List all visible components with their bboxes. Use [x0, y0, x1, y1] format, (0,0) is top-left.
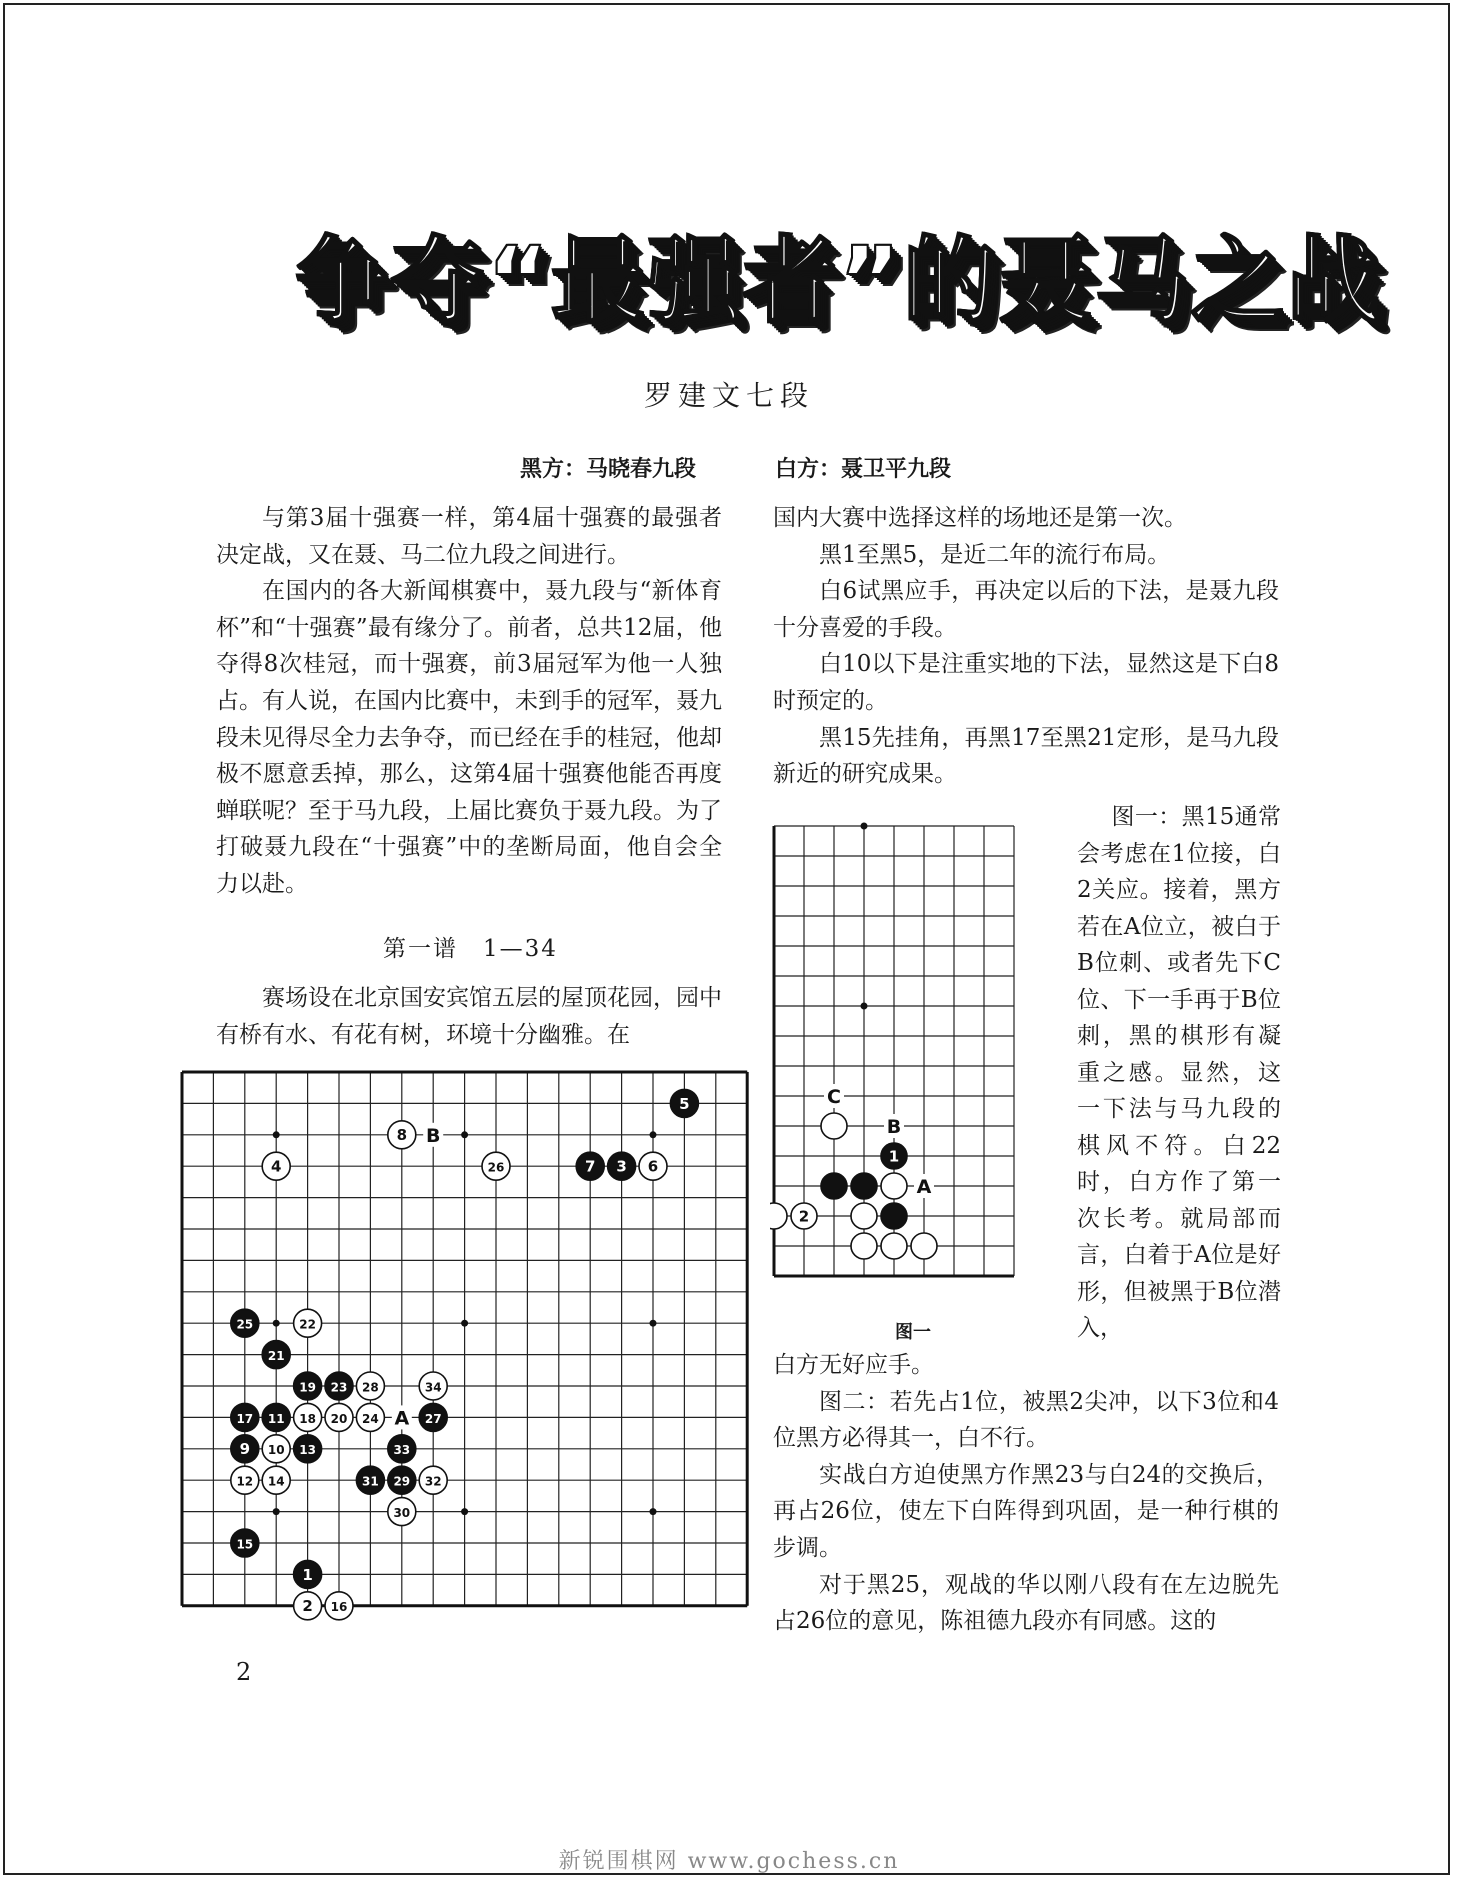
stone-move-number: 27 — [424, 1411, 442, 1426]
stone-move-number: 1 — [302, 1565, 313, 1584]
star-point — [461, 1508, 468, 1515]
article-title: 争夺“最强者”的聂马之战 — [295, 227, 1383, 336]
stone-move-number: 29 — [393, 1474, 411, 1489]
stone-move-number: 16 — [330, 1600, 348, 1615]
white-player-label: 白方：聂卫平九段 — [775, 457, 952, 482]
black-player-label: 黑方：马晓春九段 — [520, 457, 697, 482]
stone-move-number: 23 — [330, 1380, 348, 1395]
stone-move-number: 12 — [236, 1474, 254, 1489]
star-point — [861, 823, 868, 830]
right-bottom-paragraph-1: 白方无好应手。 — [773, 1352, 934, 1378]
star-point — [650, 1508, 657, 1515]
figure-1-note-text: 图一：黑15通常会考虑在1位接，白2关应。接着，黑方若在A位立，被白于B位刺、或者先下C位、下一手再于B位刺，黑的棋形有凝重之感。显然，这一下法与马九段的棋风不符。白22时，白方作了第一次长考。就局部而言，白着于A位是好形，但被黑于B位潜入， — [1077, 804, 1281, 1341]
star-point — [861, 1003, 868, 1010]
stone-move-number: 6 — [647, 1157, 659, 1176]
board-mark-label: C — [827, 1086, 841, 1108]
figure-1-note — [1077, 799, 1281, 1347]
stone-move-number: 14 — [267, 1474, 285, 1489]
star-point — [273, 1131, 280, 1138]
white-stone — [881, 1173, 907, 1199]
stone-move-number: 8 — [396, 1126, 408, 1145]
right-bottom-paragraph-4: 对于黑25，观战的华以刚八段有在左边脱先占26位的意见，陈祖德九段亦有同感。这的 — [773, 1571, 1279, 1635]
board-mark-label: B — [886, 1116, 902, 1138]
stone-move-number: 5 — [679, 1094, 690, 1113]
stone-move-number: 34 — [424, 1380, 442, 1395]
board-mark-label: A — [394, 1407, 410, 1430]
stone-move-number: 7 — [584, 1157, 596, 1176]
main-go-board — [178, 1068, 756, 1636]
stone-move-number: 26 — [487, 1160, 505, 1175]
stone-move-number: 17 — [236, 1411, 254, 1426]
black-stone — [821, 1173, 847, 1199]
white-stone — [851, 1203, 877, 1229]
figure-1-caption: 图一 — [895, 1322, 931, 1343]
right-bottom-column — [773, 1347, 1279, 1640]
black-stone — [881, 1203, 907, 1229]
star-point — [650, 1131, 657, 1138]
right-top-column — [773, 500, 1279, 793]
right-bottom-paragraph-2: 图二：若先占1位，被黑2尖冲，以下3位和4位黑方必得其一，白不行。 — [773, 1388, 1279, 1452]
right-bottom-paragraph-3: 实战白方迫使黑方作黑23与白24的交换后，再占26位，使左下白阵得到巩固，是一种行棋的步调。 — [773, 1461, 1279, 1561]
stone-move-number: 28 — [362, 1380, 379, 1395]
stone-move-number: 18 — [299, 1411, 316, 1426]
stone-move-number: 21 — [267, 1349, 285, 1363]
board-mark-label: B — [425, 1124, 441, 1147]
left-after-column — [216, 980, 722, 1053]
board-mark-label: A — [916, 1176, 932, 1198]
stone-move-number: 3 — [616, 1157, 627, 1176]
stone-move-number: 20 — [330, 1411, 348, 1426]
star-point — [273, 1320, 280, 1327]
left-intro-column — [216, 500, 722, 903]
stone-move-number: 10 — [267, 1443, 285, 1458]
stone-move-number: 15 — [236, 1537, 254, 1552]
star-point — [461, 1131, 468, 1138]
figure-1-go-board — [770, 822, 1070, 1312]
right-paragraph-2: 黑1至黑5，是近二年的流行布局。 — [819, 541, 1171, 568]
intro-paragraph-2: 在国内的各大新闻棋赛中，聂九段与“新体育杯”和“十强赛”最有缘分了。前者，总共12届，他夺得8次桂冠，而十强赛，前3届冠军为他一人独占。有人说，在国内比赛中，未到手的冠军，聂九段未见得尽全力去争夺，而已经在手的桂冠，他却极不愿意丢掉，那么，这第4届十强赛他能否再度蝉联呢？至于马九段，上届比赛负于聂九段。为了打破聂九段在“十强赛”中的垄断局面，他自会全力以赴。 — [216, 578, 722, 897]
white-stone — [881, 1233, 907, 1259]
stone-move-number: 11 — [267, 1411, 285, 1426]
right-paragraph-3: 白6试黑应手，再决定以后的下法，是聂九段十分喜爱的手段。 — [773, 578, 1279, 641]
stone-move-number: 9 — [239, 1440, 251, 1459]
stone-move-number: 1 — [888, 1147, 900, 1166]
white-stone — [770, 1203, 787, 1229]
stone-move-number: 13 — [299, 1443, 316, 1458]
stone-move-number: 31 — [362, 1474, 379, 1489]
white-stone — [851, 1233, 877, 1259]
stone-move-number: 33 — [393, 1443, 411, 1458]
stone-move-number: 32 — [424, 1474, 442, 1489]
right-paragraph-5: 黑15先挂角，再黑17至黑21定形，是马九段新近的研究成果。 — [773, 724, 1279, 788]
star-point — [650, 1320, 657, 1327]
black-stone — [851, 1173, 877, 1199]
stone-move-number: 2 — [302, 1597, 313, 1616]
stone-move-number: 24 — [362, 1411, 379, 1426]
venue-paragraph: 赛场设在北京国安宾馆五层的屋顶花园，园中有桥有水、有花有树，环境十分幽雅。在 — [216, 985, 722, 1048]
stone-move-number: 2 — [798, 1207, 810, 1226]
right-paragraph-1: 国内大赛中选择这样的场地还是第一次。 — [773, 505, 1187, 531]
white-stone — [911, 1233, 937, 1259]
stone-move-number: 22 — [299, 1317, 316, 1332]
intro-paragraph-1: 与第3届十强赛一样，第4届十强赛的最强者决定战，又在聂、马二位九段之间进行。 — [216, 505, 722, 568]
white-stone — [821, 1113, 847, 1139]
stone-move-number: 19 — [299, 1380, 316, 1395]
section-heading: 第一谱 1—34 — [383, 936, 558, 962]
stone-move-number: 4 — [270, 1157, 282, 1176]
watermark-footer: 新锐围棋网 www.gochess.cn — [558, 1849, 900, 1874]
star-point — [273, 1508, 280, 1515]
stone-move-number: 25 — [236, 1317, 254, 1332]
stone-move-number: 30 — [393, 1506, 411, 1520]
page-number: 2 — [236, 1658, 252, 1686]
author-byline: 罗建文七段 — [643, 379, 814, 412]
right-paragraph-4: 白10以下是注重实地的下法，显然这是下白8时预定的。 — [773, 651, 1279, 714]
star-point — [461, 1320, 468, 1327]
